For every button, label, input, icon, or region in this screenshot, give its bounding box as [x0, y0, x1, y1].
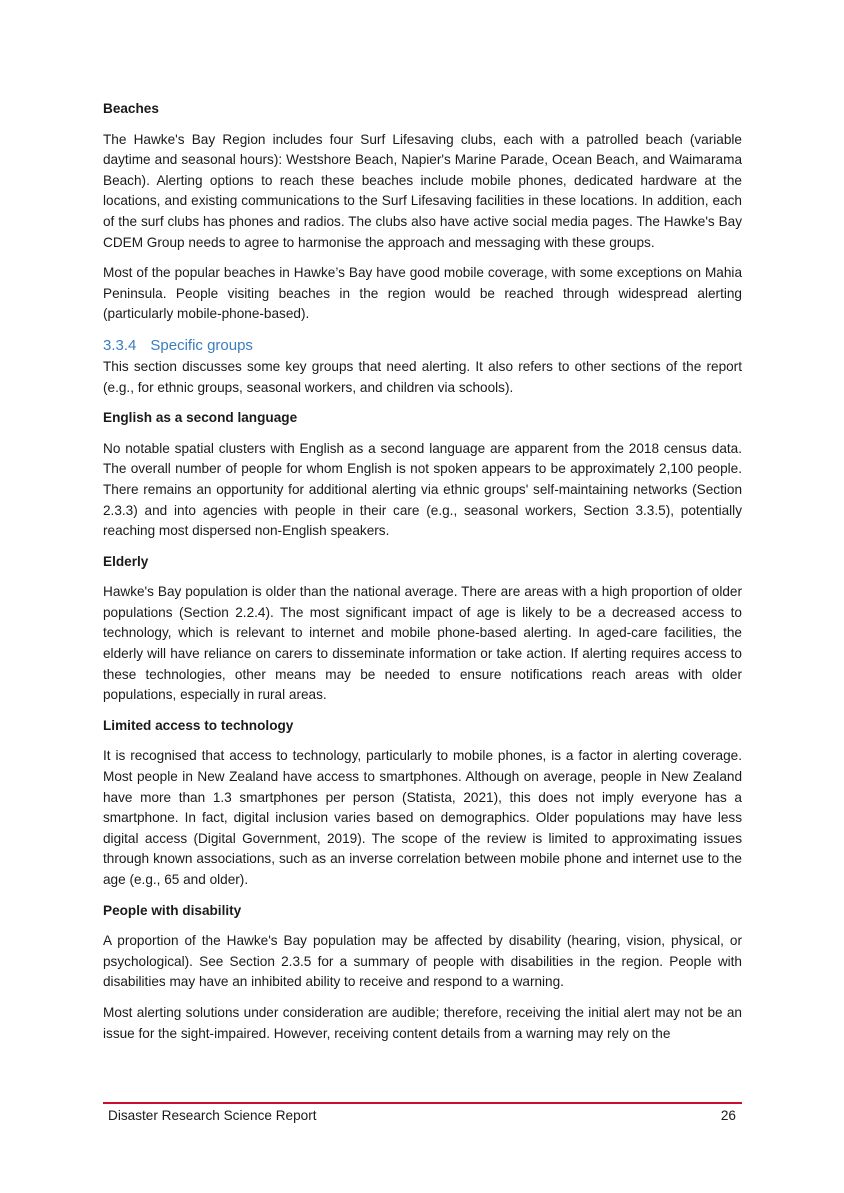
- section-number: 3.3.4: [103, 336, 137, 354]
- paragraph-disability-1: A proportion of the Hawke's Bay population may be affected by disability (hearing, vision, physical, or psychological). See Section 2.3.5 for a summary of people with disabilities in the region. People with disabilities may have an inhibited ability to receive and respond to a warning.: [103, 933, 742, 990]
- footer-divider: [103, 1102, 742, 1104]
- paragraph-elderly: Hawke's Bay population is older than the national average. There are areas with a high proportion of older populations (Section 2.2.4). The most significant impact of age is likely to be a decreased access to technology, which is relevant to internet and mobile phone-based alerting. In aged-care facilities, the elderly will have reliance on carers to disseminate information or take action. If alerting requires access to these technologies, other means may be needed to ensure notifications reach areas with older populations, especially in rural areas.: [103, 584, 742, 703]
- section-title: Specific groups: [150, 336, 253, 354]
- paragraph-limited-tech: It is recognised that access to technology, particularly to mobile phones, is a factor in alerting coverage. Most people in New Zealand have access to smartphones. Although on average, people in New Zealand have more than 1.3 smartphones per person (Statista, 2021), this does not imply everyone has a smartphone. In fact, digital inclusion varies based on demographics. Older populations may have less digital access (Digital Government, 2019). The scope of the review is limited to approximating issues through known associations, such as an inverse correlation between mobile phone and internet use to the age (e.g., 65 and older).: [103, 748, 742, 887]
- heading-beaches: Beaches: [103, 101, 159, 116]
- paragraph-specific-groups-intro: This section discusses some key groups that need alerting. It also refers to other sections of the report (e.g., for ethnic groups, seasonal workers, and children via schools).: [103, 358, 742, 395]
- paragraph-beaches-2: Most of the popular beaches in Hawke’s Bay have good mobile coverage, with some exceptions on Mahia Peninsula. People visiting beaches in the region would be reached through widespread alerting (particularly mobile-phone-based).: [103, 265, 742, 322]
- page-footer: [108, 1106, 736, 1126]
- page-body: [103, 99, 742, 1054]
- footer-report-title: Disaster Research Science Report: [108, 1108, 317, 1123]
- heading-limited-tech: Limited access to technology: [103, 717, 294, 733]
- section-heading-specific-groups: [103, 335, 742, 357]
- footer-page-number: 26: [720, 1108, 736, 1123]
- heading-elderly: Elderly: [103, 553, 149, 569]
- paragraph-esl: No notable spatial clusters with English as a second language are apparent from the 2018 census data. The overall number of people for whom English is not spoken appears to be approximately 2,100 people. There remains an opportunity for additional alerting via ethnic groups' self-maintaining networks (Section 2.3.3) and into agencies with people in their care (e.g., seasonal workers, Section 3.3.5), potentially reaching most dispersed non-English speakers.: [103, 440, 742, 539]
- heading-disability: People with disability: [103, 902, 242, 918]
- paragraph-beaches-1: The Hawke's Bay Region includes four Surf Lifesaving clubs, each with a patrolled beach (variable daytime and seasonal hours): Westshore Beach, Napier's Marine Parade, Ocean Beach, and Waimarama Beach). Alerting options to reach these beaches include mobile phones, dedicated hardware at the locations, and existing communications to the Surf Lifesaving facilities in these locations. In addition, each of the surf clubs has phones and radios. The clubs also have active social media pages. The Hawke's Bay CDEM Group needs to agree to harmonise the approach and messaging with these groups.: [103, 131, 742, 250]
- heading-esl: English as a second language: [103, 410, 298, 426]
- paragraph-disability-2: Most alerting solutions under consideration are audible; therefore, receiving the initial alert may not be an issue for the sight-impaired. However, receiving content details from a warning may rely on the: [103, 1004, 742, 1041]
